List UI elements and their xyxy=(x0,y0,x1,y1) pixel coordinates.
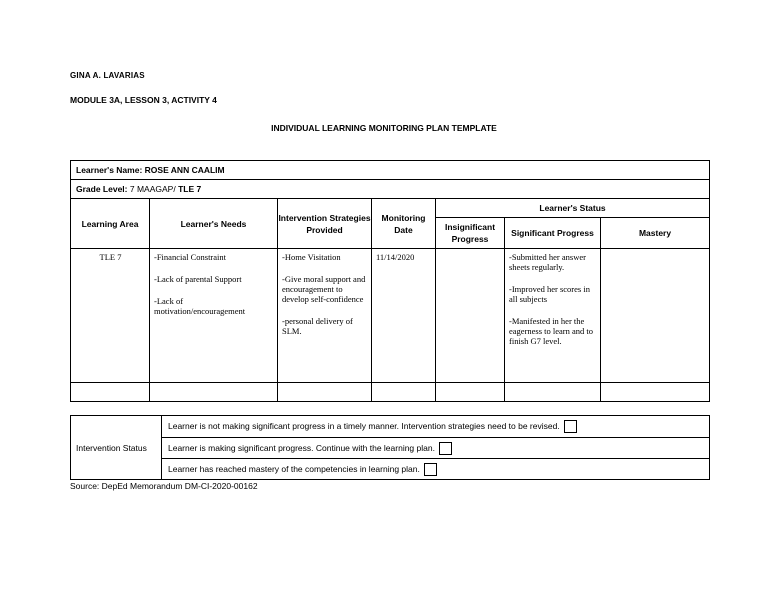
header-insignificant-progress: Insignificant Progress xyxy=(436,218,505,249)
empty-cell xyxy=(372,383,436,402)
intervention-item: -Home Visitation xyxy=(282,252,341,262)
need-item: -Financial Constraint xyxy=(154,252,227,262)
empty-row xyxy=(71,383,710,402)
intervention-item: -Give moral support and encouragement to develop self-confidence xyxy=(282,274,366,304)
checkbox[interactable] xyxy=(424,463,437,476)
status-option-text: Learner is not making significant progress in a timely manner. Intervention strategies need to be revised. xyxy=(168,420,560,431)
header-significant-progress: Significant Progress xyxy=(505,218,601,249)
header-mastery: Mastery xyxy=(601,218,710,249)
cell-interventions xyxy=(278,249,372,383)
header-monitoring-date: Monitoring Date xyxy=(372,199,436,249)
learner-name-label: Learner's Name: xyxy=(76,165,143,175)
status-option-text: Learner is making significant progress. Continue with the learning plan. xyxy=(168,442,435,453)
empty-cell xyxy=(150,383,278,402)
empty-cell xyxy=(505,383,601,402)
empty-cell xyxy=(71,383,150,402)
progress-item: -Manifested in her the eagerness to learn and to finish G7 level. xyxy=(509,316,594,346)
empty-cell xyxy=(278,383,372,402)
header-intervention-strategies: Intervention Strategies Provided xyxy=(278,199,372,249)
author-name: GINA A. LAVARIAS xyxy=(70,71,145,80)
header-learners-needs: Learner's Needs xyxy=(150,199,278,249)
intervention-status-table xyxy=(70,415,710,480)
grade-level-row xyxy=(71,180,710,199)
cell-mastery xyxy=(601,249,710,383)
checkbox[interactable] xyxy=(564,420,577,433)
learner-name-value: ROSE ANN CAALIM xyxy=(144,165,225,175)
progress-item: -Improved her scores in all subjects xyxy=(509,284,590,304)
empty-cell xyxy=(601,383,710,402)
status-option-continue xyxy=(162,438,710,459)
empty-cell xyxy=(436,383,505,402)
checkbox[interactable] xyxy=(439,442,452,455)
header-learning-area: Learning Area xyxy=(71,199,150,249)
cell-insignificant-progress xyxy=(436,249,505,383)
need-item: -Lack of motivation/encouragement xyxy=(154,296,246,316)
cell-monitoring-date: 11/14/2020 xyxy=(372,249,436,383)
grade-level-value: 7 MAAGAP/ xyxy=(129,184,176,194)
status-option-mastery xyxy=(162,459,710,480)
intervention-item: -personal delivery of SLM. xyxy=(282,316,353,336)
intervention-status-label: Intervention Status xyxy=(71,416,162,480)
cell-learners-needs xyxy=(150,249,278,383)
grade-level-label: Grade Level: xyxy=(76,184,128,194)
monitoring-plan-table xyxy=(70,160,710,402)
status-option-text: Learner has reached mastery of the competencies in learning plan. xyxy=(168,463,420,474)
cell-learning-area: TLE 7 xyxy=(71,249,150,383)
grade-subject-value: TLE 7 xyxy=(178,184,202,194)
module-heading: MODULE 3A, LESSON 3, ACTIVITY 4 xyxy=(70,95,217,105)
document-title: INDIVIDUAL LEARNING MONITORING PLAN TEMPLATE xyxy=(271,123,497,133)
source-note: Source: DepEd Memorandum DM-CI-2020-00162 xyxy=(70,481,258,491)
progress-item: -Submitted her answer sheets regularly. xyxy=(509,252,586,272)
need-item: -Lack of parental Support xyxy=(154,274,242,284)
header-learners-status: Learner's Status xyxy=(436,199,710,218)
learner-name-row xyxy=(71,161,710,180)
status-option-revise xyxy=(162,416,710,438)
cell-significant-progress xyxy=(505,249,601,383)
